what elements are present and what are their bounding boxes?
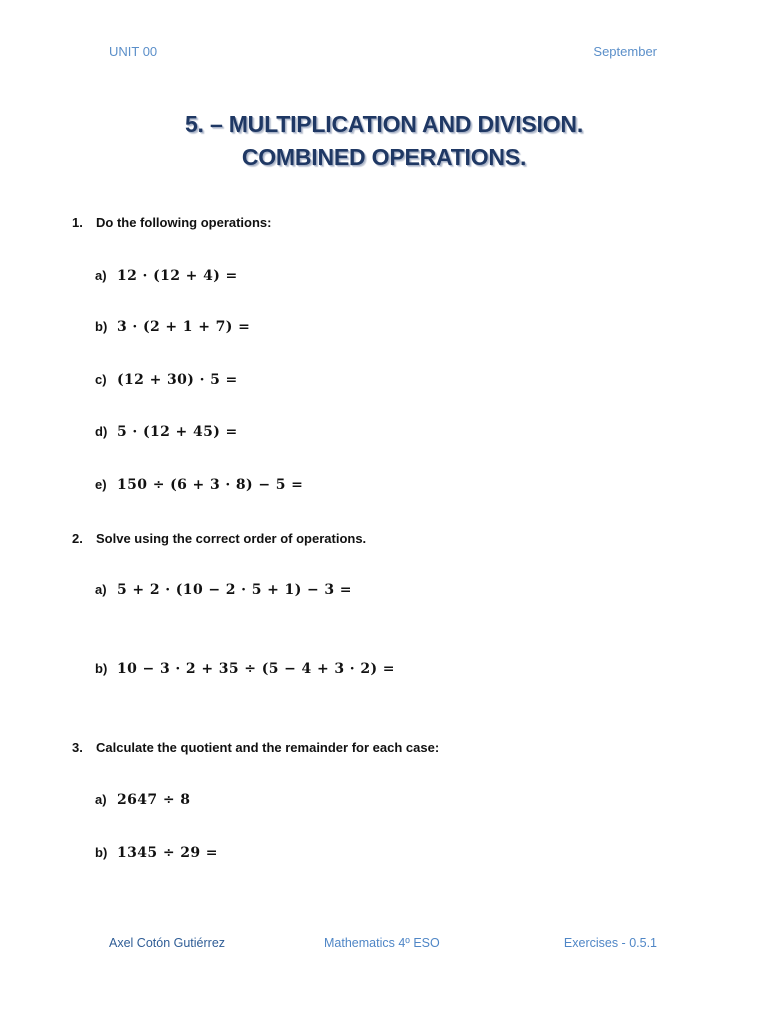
item-label: a) (95, 792, 107, 807)
exercise-item (95, 424, 238, 440)
footer-code: Exercises - 0.5.1 (563, 936, 657, 950)
question-1 (72, 215, 272, 230)
item-expression: 12 · (12 + 4) = (117, 268, 238, 284)
title-line-1: 5. – MULTIPLICATION AND DIVISION. (184, 111, 584, 137)
question-text: Calculate the quotient and the remainder for each case: (96, 740, 440, 755)
page-title (0, 108, 768, 174)
question-number: 3. (72, 740, 83, 755)
item-expression: 5 + 2 · (10 − 2 · 5 + 1) − 3 = (117, 582, 352, 598)
footer-author: Axel Cotón Gutiérrez (109, 936, 226, 950)
item-label: b) (95, 319, 108, 334)
exercise-item (95, 661, 395, 677)
question-3 (72, 740, 439, 755)
item-expression: 150 ÷ (6 + 3 · 8) − 5 = (117, 477, 304, 493)
item-label: d) (95, 424, 108, 439)
exercise-item (95, 792, 190, 808)
exercise-item (95, 268, 238, 284)
item-expression: 5 · (12 + 45) = (117, 424, 238, 440)
item-label: a) (95, 268, 107, 283)
exercise-item (95, 477, 303, 493)
question-text: Do the following operations: (96, 215, 272, 230)
item-expression: (12 + 30) · 5 = (117, 372, 238, 388)
question-number: 1. (72, 215, 83, 230)
exercise-item (95, 845, 218, 861)
item-expression: 1345 ÷ 29 = (117, 845, 218, 861)
item-label: e) (95, 477, 107, 492)
question-2 (72, 531, 366, 546)
header-month: September (593, 44, 657, 59)
exercise-item (95, 319, 250, 335)
item-label: c) (95, 372, 107, 387)
item-expression: 3 · (2 + 1 + 7) = (117, 319, 251, 335)
question-text: Solve using the correct order of operations. (96, 531, 367, 546)
item-label: b) (95, 661, 108, 676)
item-expression: 2647 ÷ 8 (117, 792, 191, 808)
exercise-item (95, 582, 352, 598)
title-line-2: COMBINED OPERATIONS. (241, 144, 527, 170)
footer-course: Mathematics 4º ESO (324, 936, 440, 950)
item-label: a) (95, 582, 107, 597)
item-label: b) (95, 845, 108, 860)
header-unit: UNIT 00 (109, 44, 158, 59)
question-number: 2. (72, 531, 83, 546)
exercise-item (95, 372, 238, 388)
item-expression: 10 − 3 · 2 + 35 ÷ (5 − 4 + 3 · 2) = (117, 661, 395, 677)
